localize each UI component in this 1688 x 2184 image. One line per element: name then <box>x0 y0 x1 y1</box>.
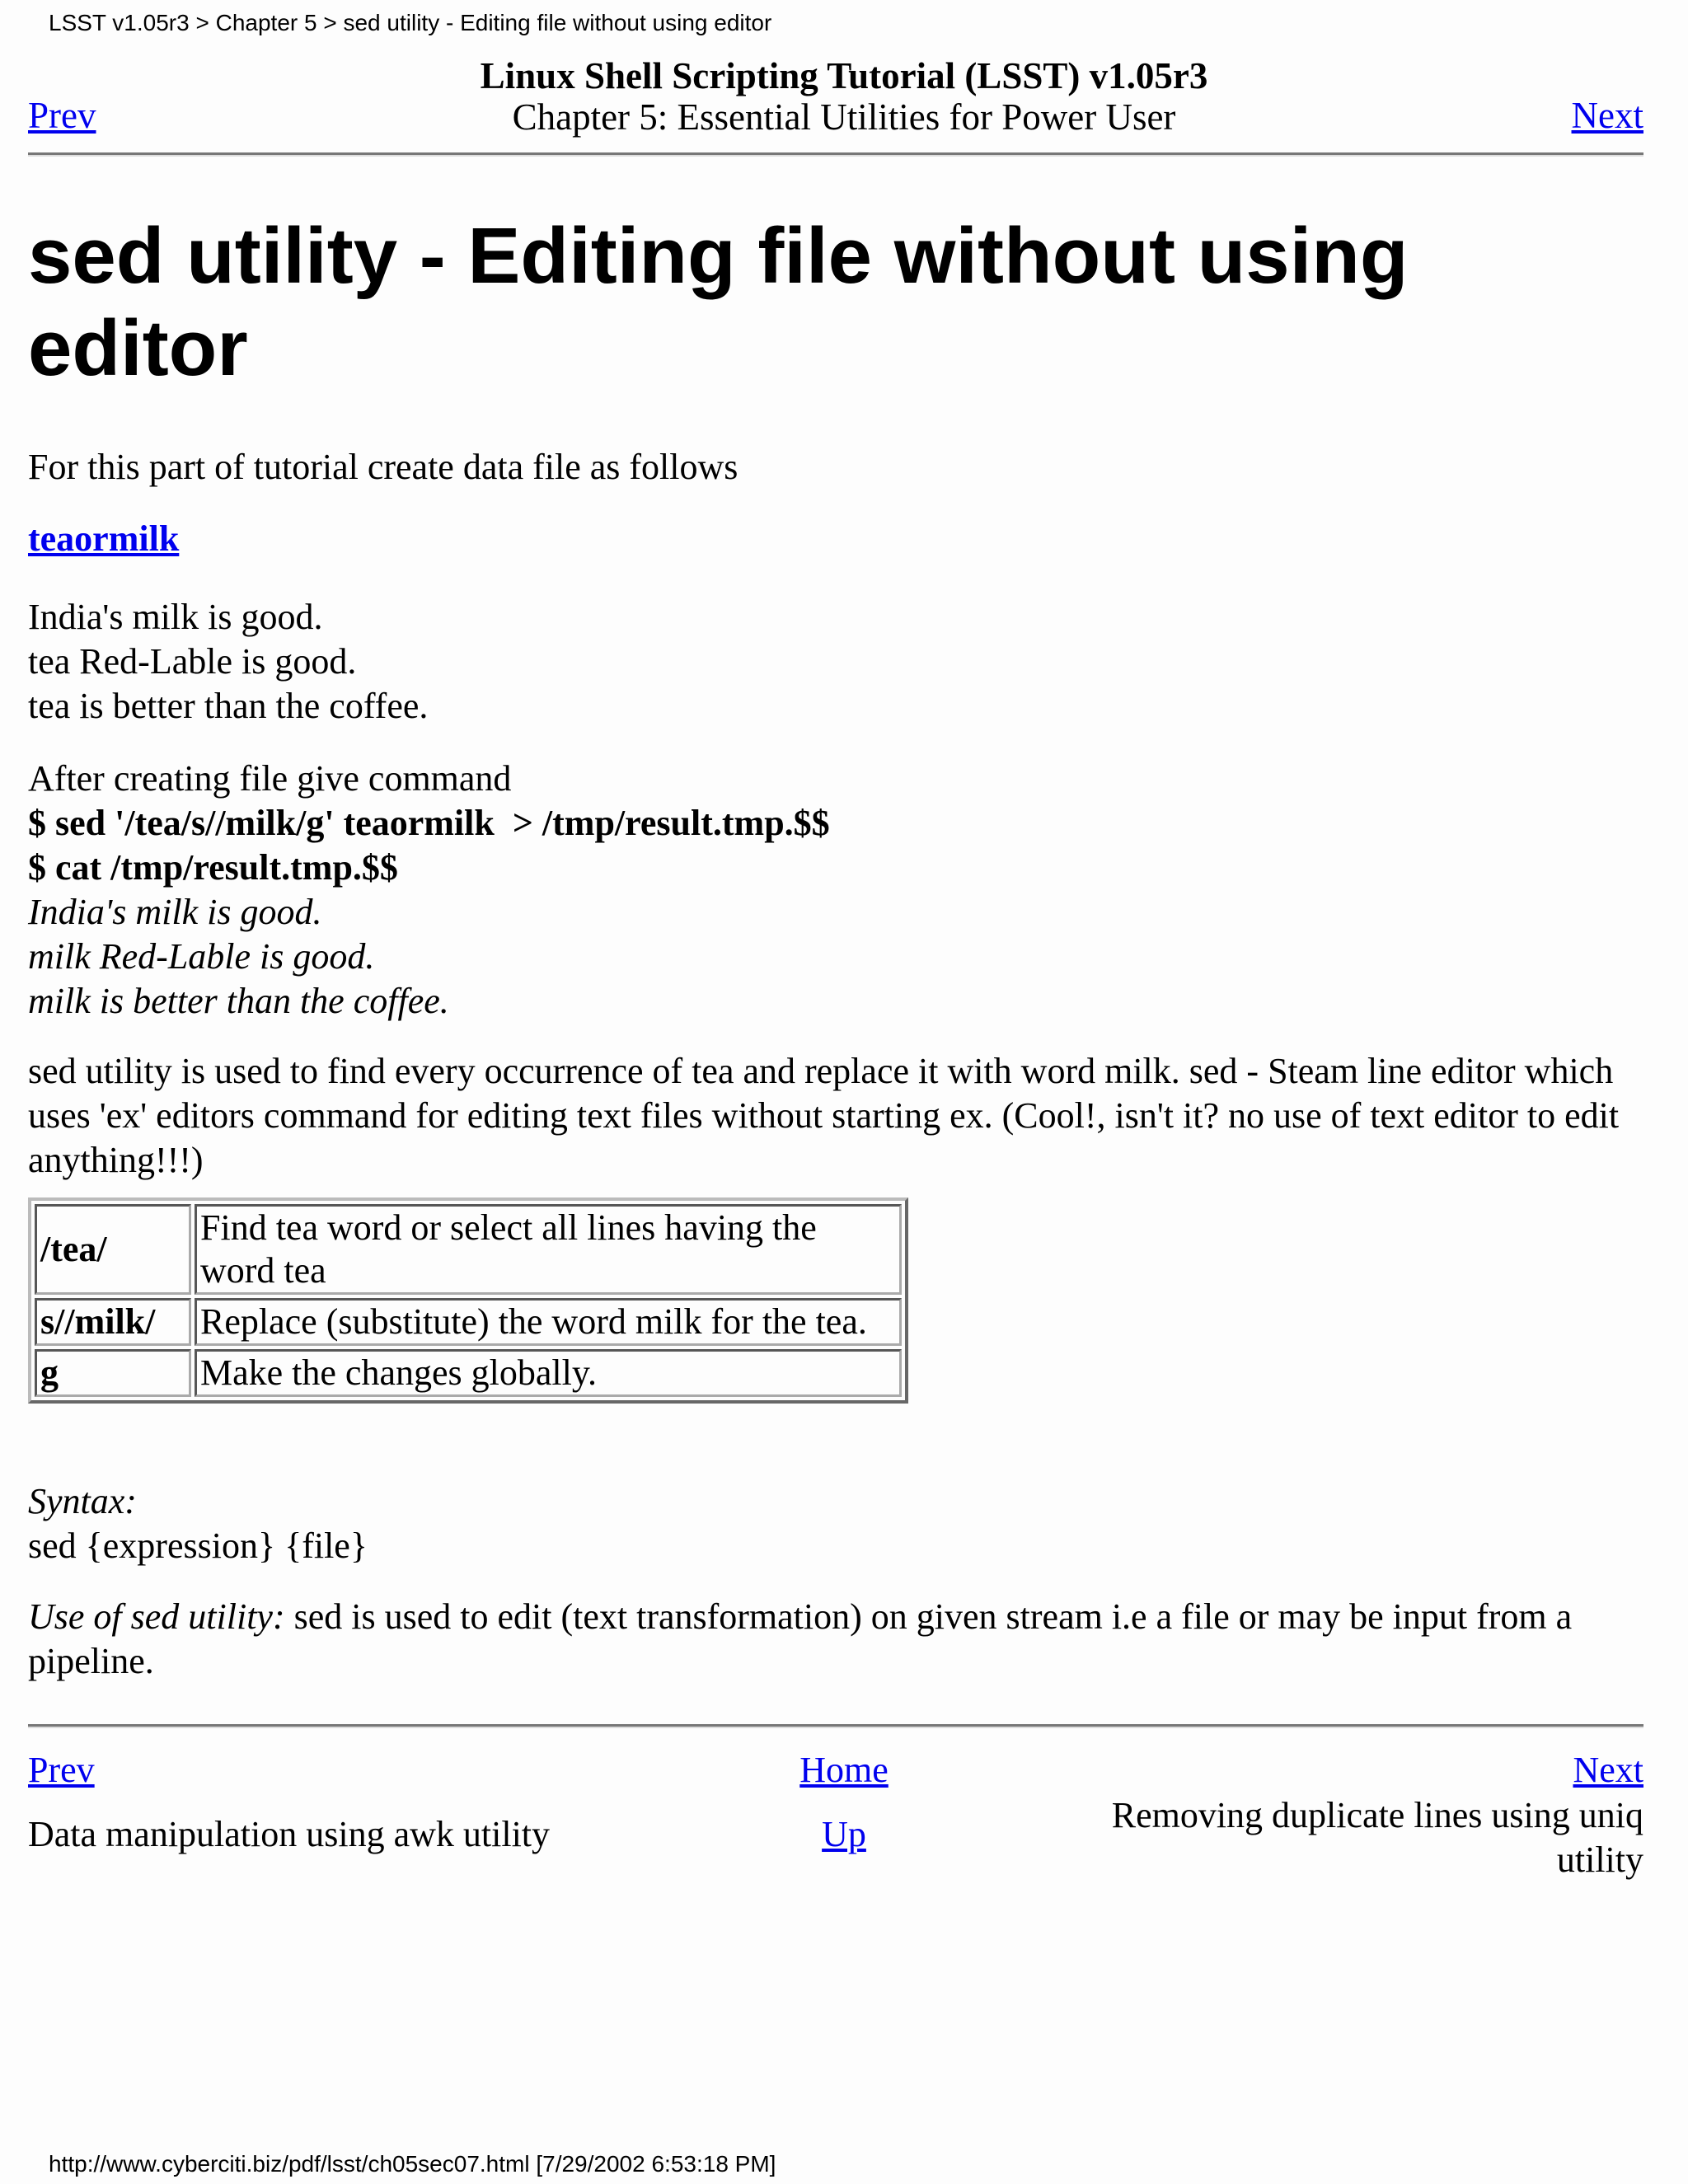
explanation: sed utility is used to find every occurrence of tea and replace it with word milk. sed - Steam line editor which uses 'ex' editors command for editing text files without starting ex. (Cool!, isn't it? no use of text editor to edit anything!!!) <box>28 1051 1620 1180</box>
syntax-text: sed {expression} {file} <box>28 1526 368 1566</box>
sed-options-table <box>28 1197 908 1404</box>
next-link-top[interactable]: Next <box>1571 95 1643 136</box>
output-line: India's milk is good. <box>28 892 322 932</box>
prev-link-top[interactable]: Prev <box>28 95 96 136</box>
option-desc: Make the changes globally. <box>195 1349 902 1397</box>
divider <box>28 1724 1643 1728</box>
divider <box>28 152 1643 157</box>
next-title: Removing duplicate lines using uniq utility <box>1111 1795 1643 1880</box>
tutorial-title: Linux Shell Scripting Tutorial (LSST) v1.05r3 <box>480 55 1208 96</box>
table-row <box>35 1204 902 1295</box>
use-label: Use of sed utility: <box>28 1596 285 1637</box>
syntax-block <box>28 1479 1643 1568</box>
up-link[interactable]: Up <box>822 1814 866 1854</box>
home-link[interactable]: Home <box>799 1750 889 1790</box>
command-block <box>28 757 1643 1024</box>
option-key: /tea/ <box>35 1204 191 1295</box>
use-text: sed is used to edit (text transformation) on given stream i.e a file or may be input from a pipeline. <box>28 1596 1573 1681</box>
page-url-footer: http://www.cyberciti.biz/pdf/lsst/ch05sec07.html [7/29/2002 6:53:18 PM] <box>49 2151 776 2177</box>
file-line: tea Red-Lable is good. <box>28 641 357 682</box>
breadcrumb: LSST v1.05r3 > Chapter 5 > sed utility - Editing file without using editor <box>49 10 772 35</box>
output-line: milk Red-Lable is good. <box>28 936 375 977</box>
page-heading: sed utility - Editing file without using editor <box>28 212 1409 392</box>
option-desc: Replace (substitute) the word milk for the tea. <box>195 1298 902 1346</box>
output-line: milk is better than the coffee. <box>28 981 449 1021</box>
file-line: tea is better than the coffee. <box>28 686 429 726</box>
file-line: India's milk is good. <box>28 597 323 637</box>
teaormilk-link[interactable]: teaormilk <box>28 518 180 559</box>
after-text: After creating file give command <box>28 758 512 799</box>
syntax-label: Syntax: <box>28 1481 137 1521</box>
command-line: $ cat /tmp/result.tmp.$$ <box>28 847 398 888</box>
chapter-title: Chapter 5: Essential Utilities for Power User <box>512 96 1176 138</box>
option-desc: Find tea word or select all lines having the word tea <box>195 1204 902 1295</box>
prev-link-bottom[interactable]: Prev <box>28 1750 95 1790</box>
table-row <box>35 1349 902 1397</box>
option-key: s//milk/ <box>35 1298 191 1346</box>
command-line: $ sed '/tea/s//milk/g' teaormilk > /tmp/result.tmp.$$ <box>28 803 830 843</box>
prev-title: Data manipulation using awk utility <box>28 1814 551 1854</box>
next-link-bottom[interactable]: Next <box>1573 1750 1643 1790</box>
use-paragraph <box>28 1595 1643 1684</box>
file-contents <box>28 595 1643 729</box>
intro-text: For this part of tutorial create data file as follows <box>28 447 738 487</box>
table-row <box>35 1298 902 1346</box>
option-key: g <box>35 1349 191 1397</box>
